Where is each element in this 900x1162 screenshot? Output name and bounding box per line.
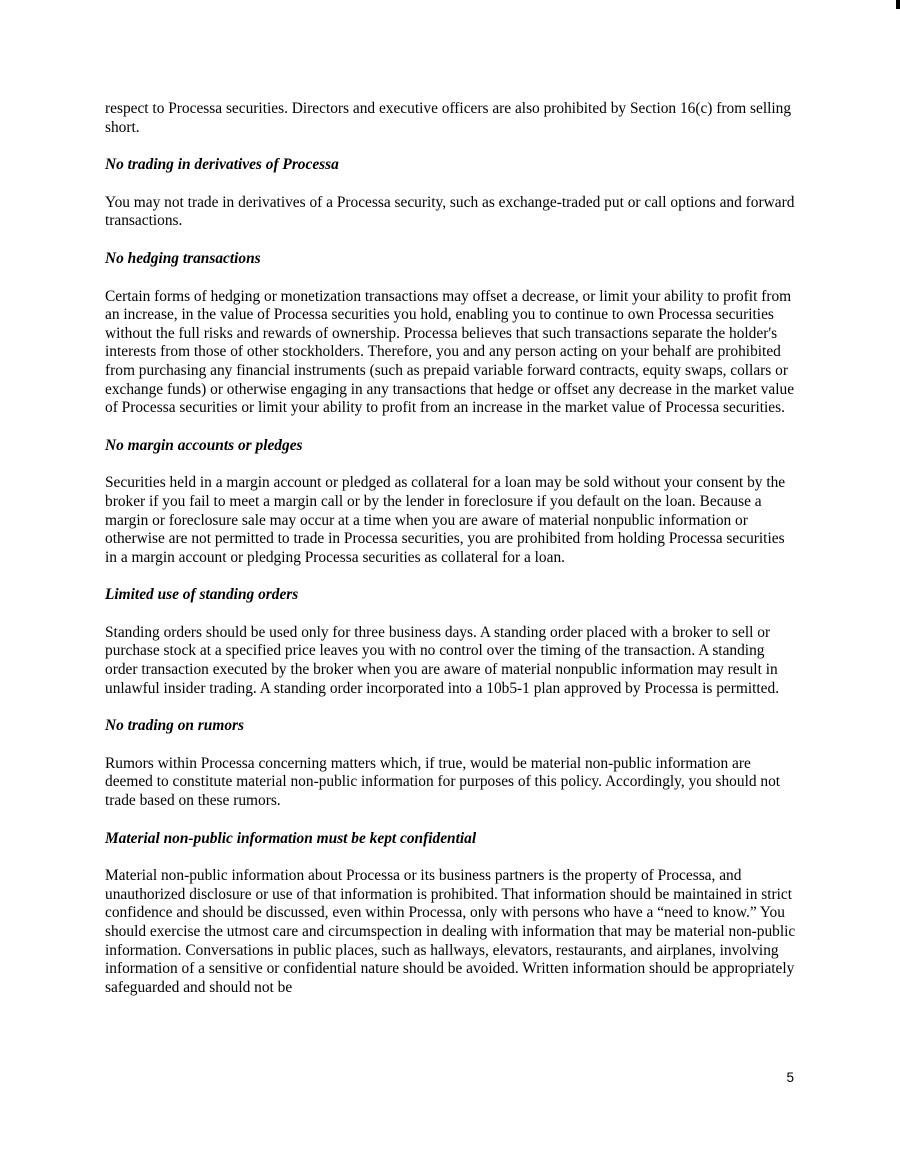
page-number: 5 (786, 1070, 794, 1085)
section-heading-rumors: No trading on rumors (105, 717, 244, 735)
section-heading-standing-orders: Limited use of standing orders (105, 586, 299, 604)
section-paragraph-confidentiality: Material non-public information about Processa or its business partners is the property of Processa, and unauthorized disclosure or use of that information is prohibited. That information should be maintained in strict confidence and should be discussed, even within Processa, only with persons who have a “need to know.” You should exercise the utmost care and circumspection in dealing with information that may be material non-public information. Conversations in public places, such as hallways, elevators, restaurants, and airplanes, involving information of a sensitive or confidential nature should be avoided. Written information should be appropriately safeguarded and should not be (105, 867, 796, 996)
section-heading-margin-accounts: No margin accounts or pledges (105, 436, 303, 454)
section-paragraph-derivatives: You may not trade in derivatives of a Processa security, such as exchange-traded put or call options and forward transactions. (105, 193, 795, 230)
section-heading-hedging: No hedging transactions (105, 249, 261, 267)
page-content (105, 100, 797, 1016)
section-heading-confidentiality: Material non-public information must be kept confidential (105, 829, 477, 847)
section-paragraph-hedging: Certain forms of hedging or monetization transactions may offset a decrease, or limit your ability to profit from an increase, in the value of Processa securities you hold, enabling you to continue to own Processa securities without the full risks and rewards of ownership. Processa believes that such transactions separate the holder's interests from those of other stockholders. Therefore, you and any person acting on your behalf are prohibited from purchasing any financial instruments (such as prepaid variable forward contracts, equity swaps, collars or exchange funds) or otherwise engaging in any transactions that hedge or offset any decrease in the market value of Processa securities or limit your ability to profit from an increase in the market value of Processa securities. (105, 287, 795, 417)
scan-artifact (896, 0, 900, 9)
section-heading-derivatives: No trading in derivatives of Processa (105, 156, 339, 174)
continuation-paragraph: respect to Processa securities. Directors and executive officers are also prohibited by Section 16(c) from selling short. (105, 100, 792, 136)
section-paragraph-rumors: Rumors within Processa concerning matters which, if true, would be material non-public information are deemed to constitute material non-public information for purposes of this policy. Accordingly, you should not trade based on these rumors. (105, 754, 781, 810)
section-paragraph-margin-accounts: Securities held in a margin account or pledged as collateral for a loan may be sold without your consent by the broker if you fail to meet a margin call or by the lender in foreclosure if you default on the loan. Because a margin or foreclosure sale may occur at a time when you are aware of material nonpublic information or otherwise are not permitted to trade in Processa securities, you are prohibited from holding Processa securities in a margin account or pledging Processa securities as collateral for a loan. (105, 474, 786, 566)
section-paragraph-standing-orders: Standing orders should be used only for three business days. A standing order placed with a broker to sell or purchase stock at a specified price leaves you with no control over the timing of the transaction. A standing order transaction executed by the broker when you are aware of material nonpublic information may result in unlawful insider trading. A standing order incorporated into a 10b5-1 plan approved by Processa is permitted. (105, 623, 780, 697)
